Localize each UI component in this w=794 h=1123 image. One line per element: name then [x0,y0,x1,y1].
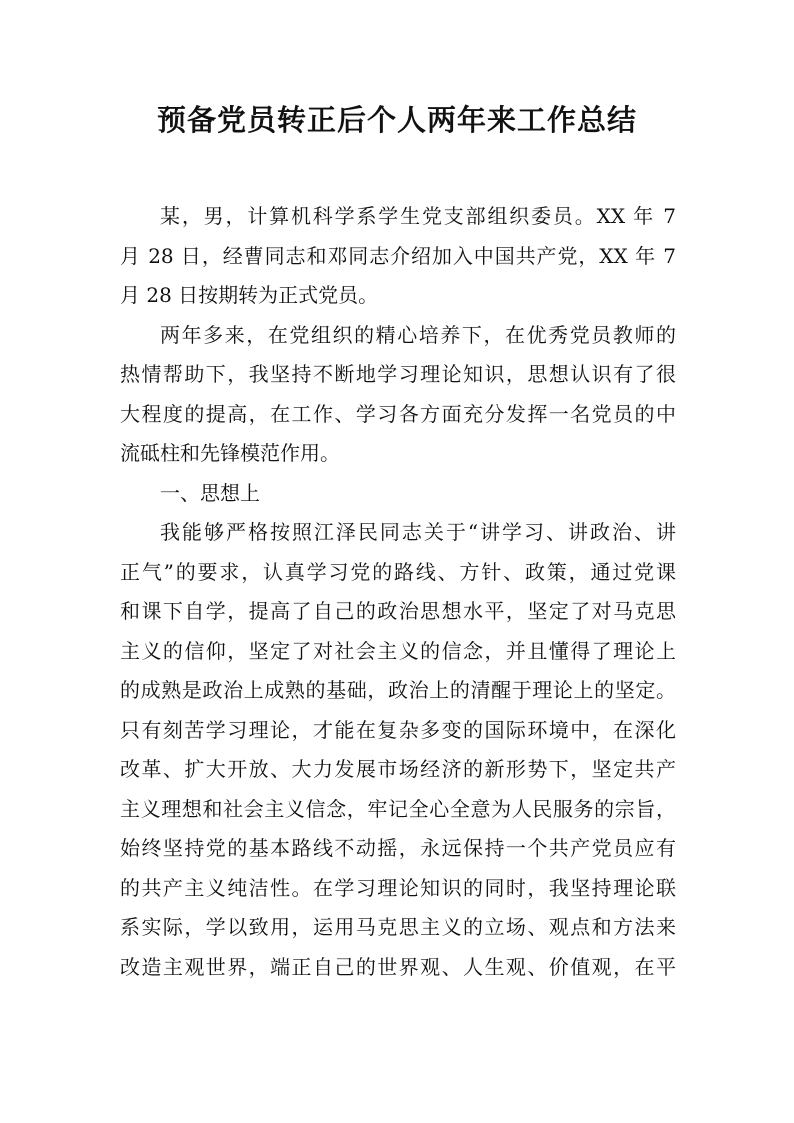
body-text-line: 只有刻苦学习理论，才能在复杂多变的国际环境中，在深化 [120,717,676,742]
body-text-line: 我能够严格按照江泽民同志关于“讲学习、讲政治、讲 [160,520,676,544]
document-body [120,197,676,987]
body-text-line: 主义理想和社会主义信念，牢记全心全意为人民服务的宗旨， [120,796,676,821]
body-text-line: 某，男，计算机科学系学生党支部组织委员。XX 年 7 [160,204,676,228]
body-text-line: 月 28 日按期转为正式党员。 [120,283,379,307]
body-text-line: 正气”的要求，认真学习党的路线、方针、政策，通过党课 [120,559,676,584]
body-text-line: 改革、扩大开放、大力发展市场经济的新形势下，坚定共产 [120,757,676,781]
body-text-line: 大程度的提高，在工作、学习各方面充分发挥一名党员的中 [120,401,676,426]
body-text-line: 热情帮助下，我坚持不断地学习理论知识，思想认识有了很 [120,362,676,386]
body-text-line: 始终坚持党的基本路线不动摇，永远保持一个共产党员应有 [120,836,676,860]
body-text-line: 系实际，学以致用，运用马克思主义的立场、观点和方法来 [120,915,676,939]
body-text-line: 的共产主义纯洁性。在学习理论知识的同时，我坚持理论联 [120,875,676,900]
body-text-line: 主义的信仰，坚定了对社会主义的信念，并且懂得了理论上 [120,638,676,663]
body-text-line: 改造主观世界，端正自己的世界观、人生观、价值观，在平 [120,954,676,979]
body-text-line: 一、思想上 [160,480,260,505]
body-text-line: 流砥柱和先锋模范作用。 [120,441,340,465]
document-title: 预备党员转正后个人两年来工作总结 [156,103,637,137]
body-text-line: 两年多来，在党组织的精心培养下，在优秀党员教师的 [160,322,676,347]
body-text-line: 的成熟是政治上成熟的基础，政治上的清醒于理论上的坚定。 [120,678,676,702]
body-text-line: 月 28 日，经曹同志和邓同志介绍加入中国共产党，XX 年 7 [120,243,676,268]
body-text-line: 和课下自学，提高了自己的政治思想水平，坚定了对马克思 [120,599,676,623]
